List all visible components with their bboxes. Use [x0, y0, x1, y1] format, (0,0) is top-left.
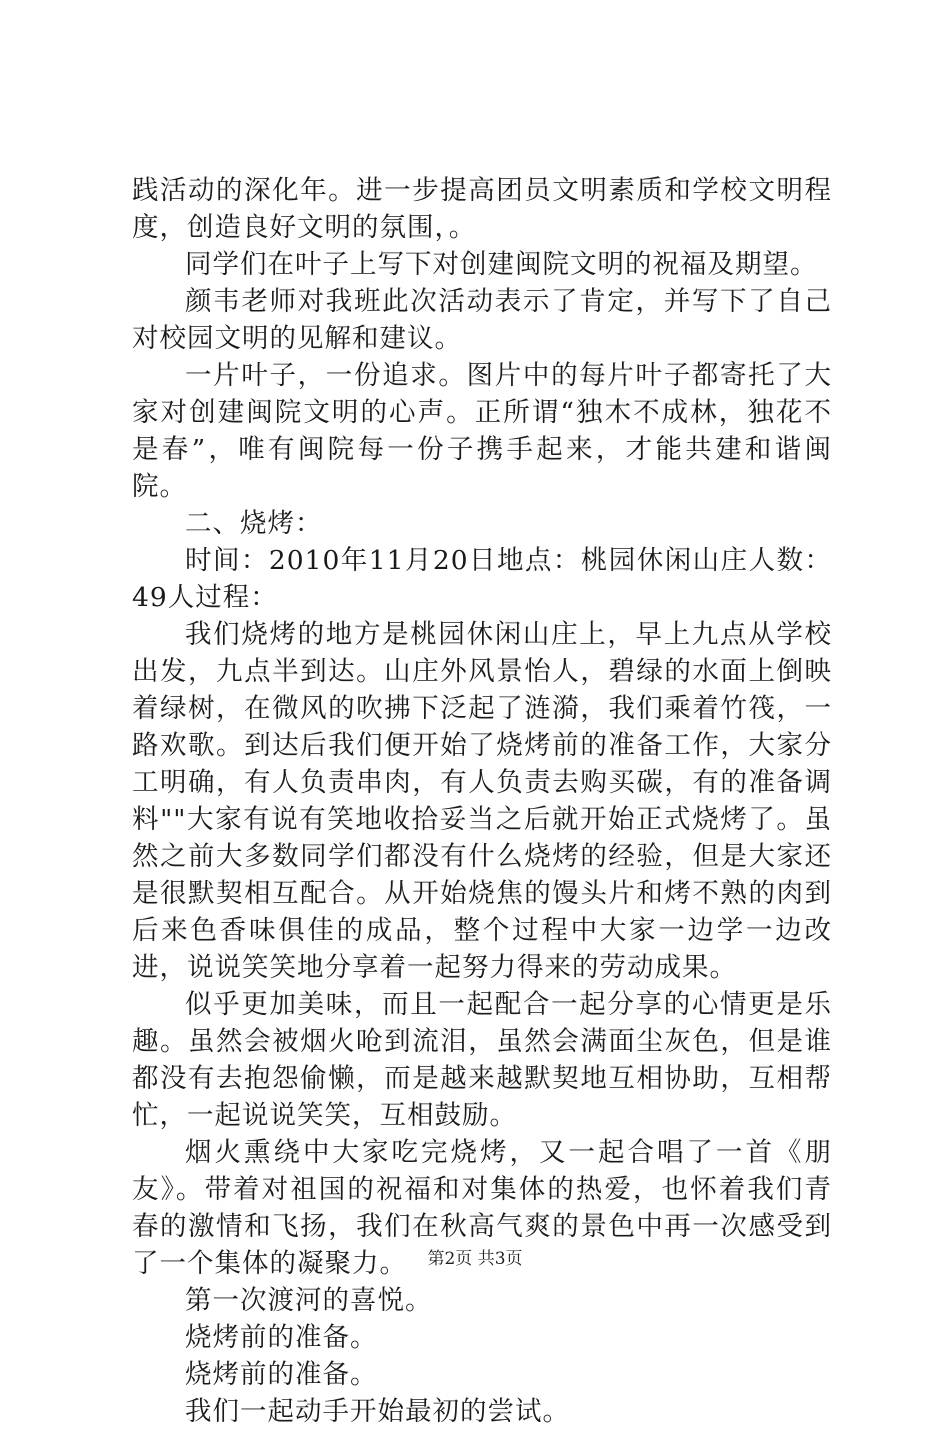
paragraph: 烟火熏绕中大家吃完烧烤，又一起合唱了一首《朋友》。带着对祖国的祝福和对集体的热爱，也怀着我们青春的激情和飞扬，我们在秋高气爽的景色中再一次感受到了一个集体的凝聚力。	[132, 1137, 832, 1279]
section-heading: 二、烧烤：	[185, 508, 323, 539]
paragraph: 一片叶子，一份追求。图片中的每片叶子都寄托了大家对创建闽院文明的心声。正所谓“独木不成林，独花不是春”，唯有闽院每一份子携手起来，才能共建和谐闽院。	[132, 360, 832, 502]
paragraph: 践活动的深化年。进一步提高团员文明素质和学校文明程度，创造良好文明的氛围，。	[132, 175, 832, 243]
caption-line: 烧烤前的准备。	[185, 1322, 378, 1353]
paragraph: 似乎更加美味，而且一起配合一起分享的心情更是乐趣。虽然会被烟火呛到流泪，虽然会满面尘灰色，但是谁都没有去抱怨偷懒，而是越来越默契地互相协助，互相帮忙，一起说说笑笑，互相鼓励。	[132, 989, 832, 1131]
caption-line: 烧烤前的准备。	[185, 1359, 378, 1390]
document-body	[132, 172, 832, 1430]
paragraph: 时间：2010年11月20日地点：桃园休闲山庄人数：49人过程：	[132, 545, 832, 613]
caption-line: 第一次渡河的喜悦。	[185, 1285, 433, 1316]
caption-line: 我们一起动手开始最初的尝试。	[185, 1396, 570, 1427]
paragraph: 同学们在叶子上写下对创建闽院文明的祝福及期望。	[185, 249, 818, 280]
page-number-footer: 第2页 共3页	[427, 1249, 523, 1269]
paragraph: 我们烧烤的地方是桃园休闲山庄上，早上九点从学校出发，九点半到达。山庄外风景怡人，碧绿的水面上倒映着绿树，在微风的吹拂下泛起了涟漪，我们乘着竹筏，一路欢歌。到达后我们便开始了烧烤前的准备工作，大家分工明确，有人负责串肉，有人负责去购买碳，有的准备调料""大家有说有笑地收拾妥当之后就开始正式烧烤了。虽然之前大多数同学们都没有什么烧烤的经验，但是大家还是很默契相互配合。从开始烧焦的馒头片和烤不熟的肉到后来色香味俱佳的成品，整个过程中大家一边学一边改进，说说笑笑地分享着一起努力得来的劳动成果。	[132, 619, 832, 983]
paragraph: 颜韦老师对我班此次活动表示了肯定，并写下了自己对校园文明的见解和建议。	[132, 286, 832, 354]
